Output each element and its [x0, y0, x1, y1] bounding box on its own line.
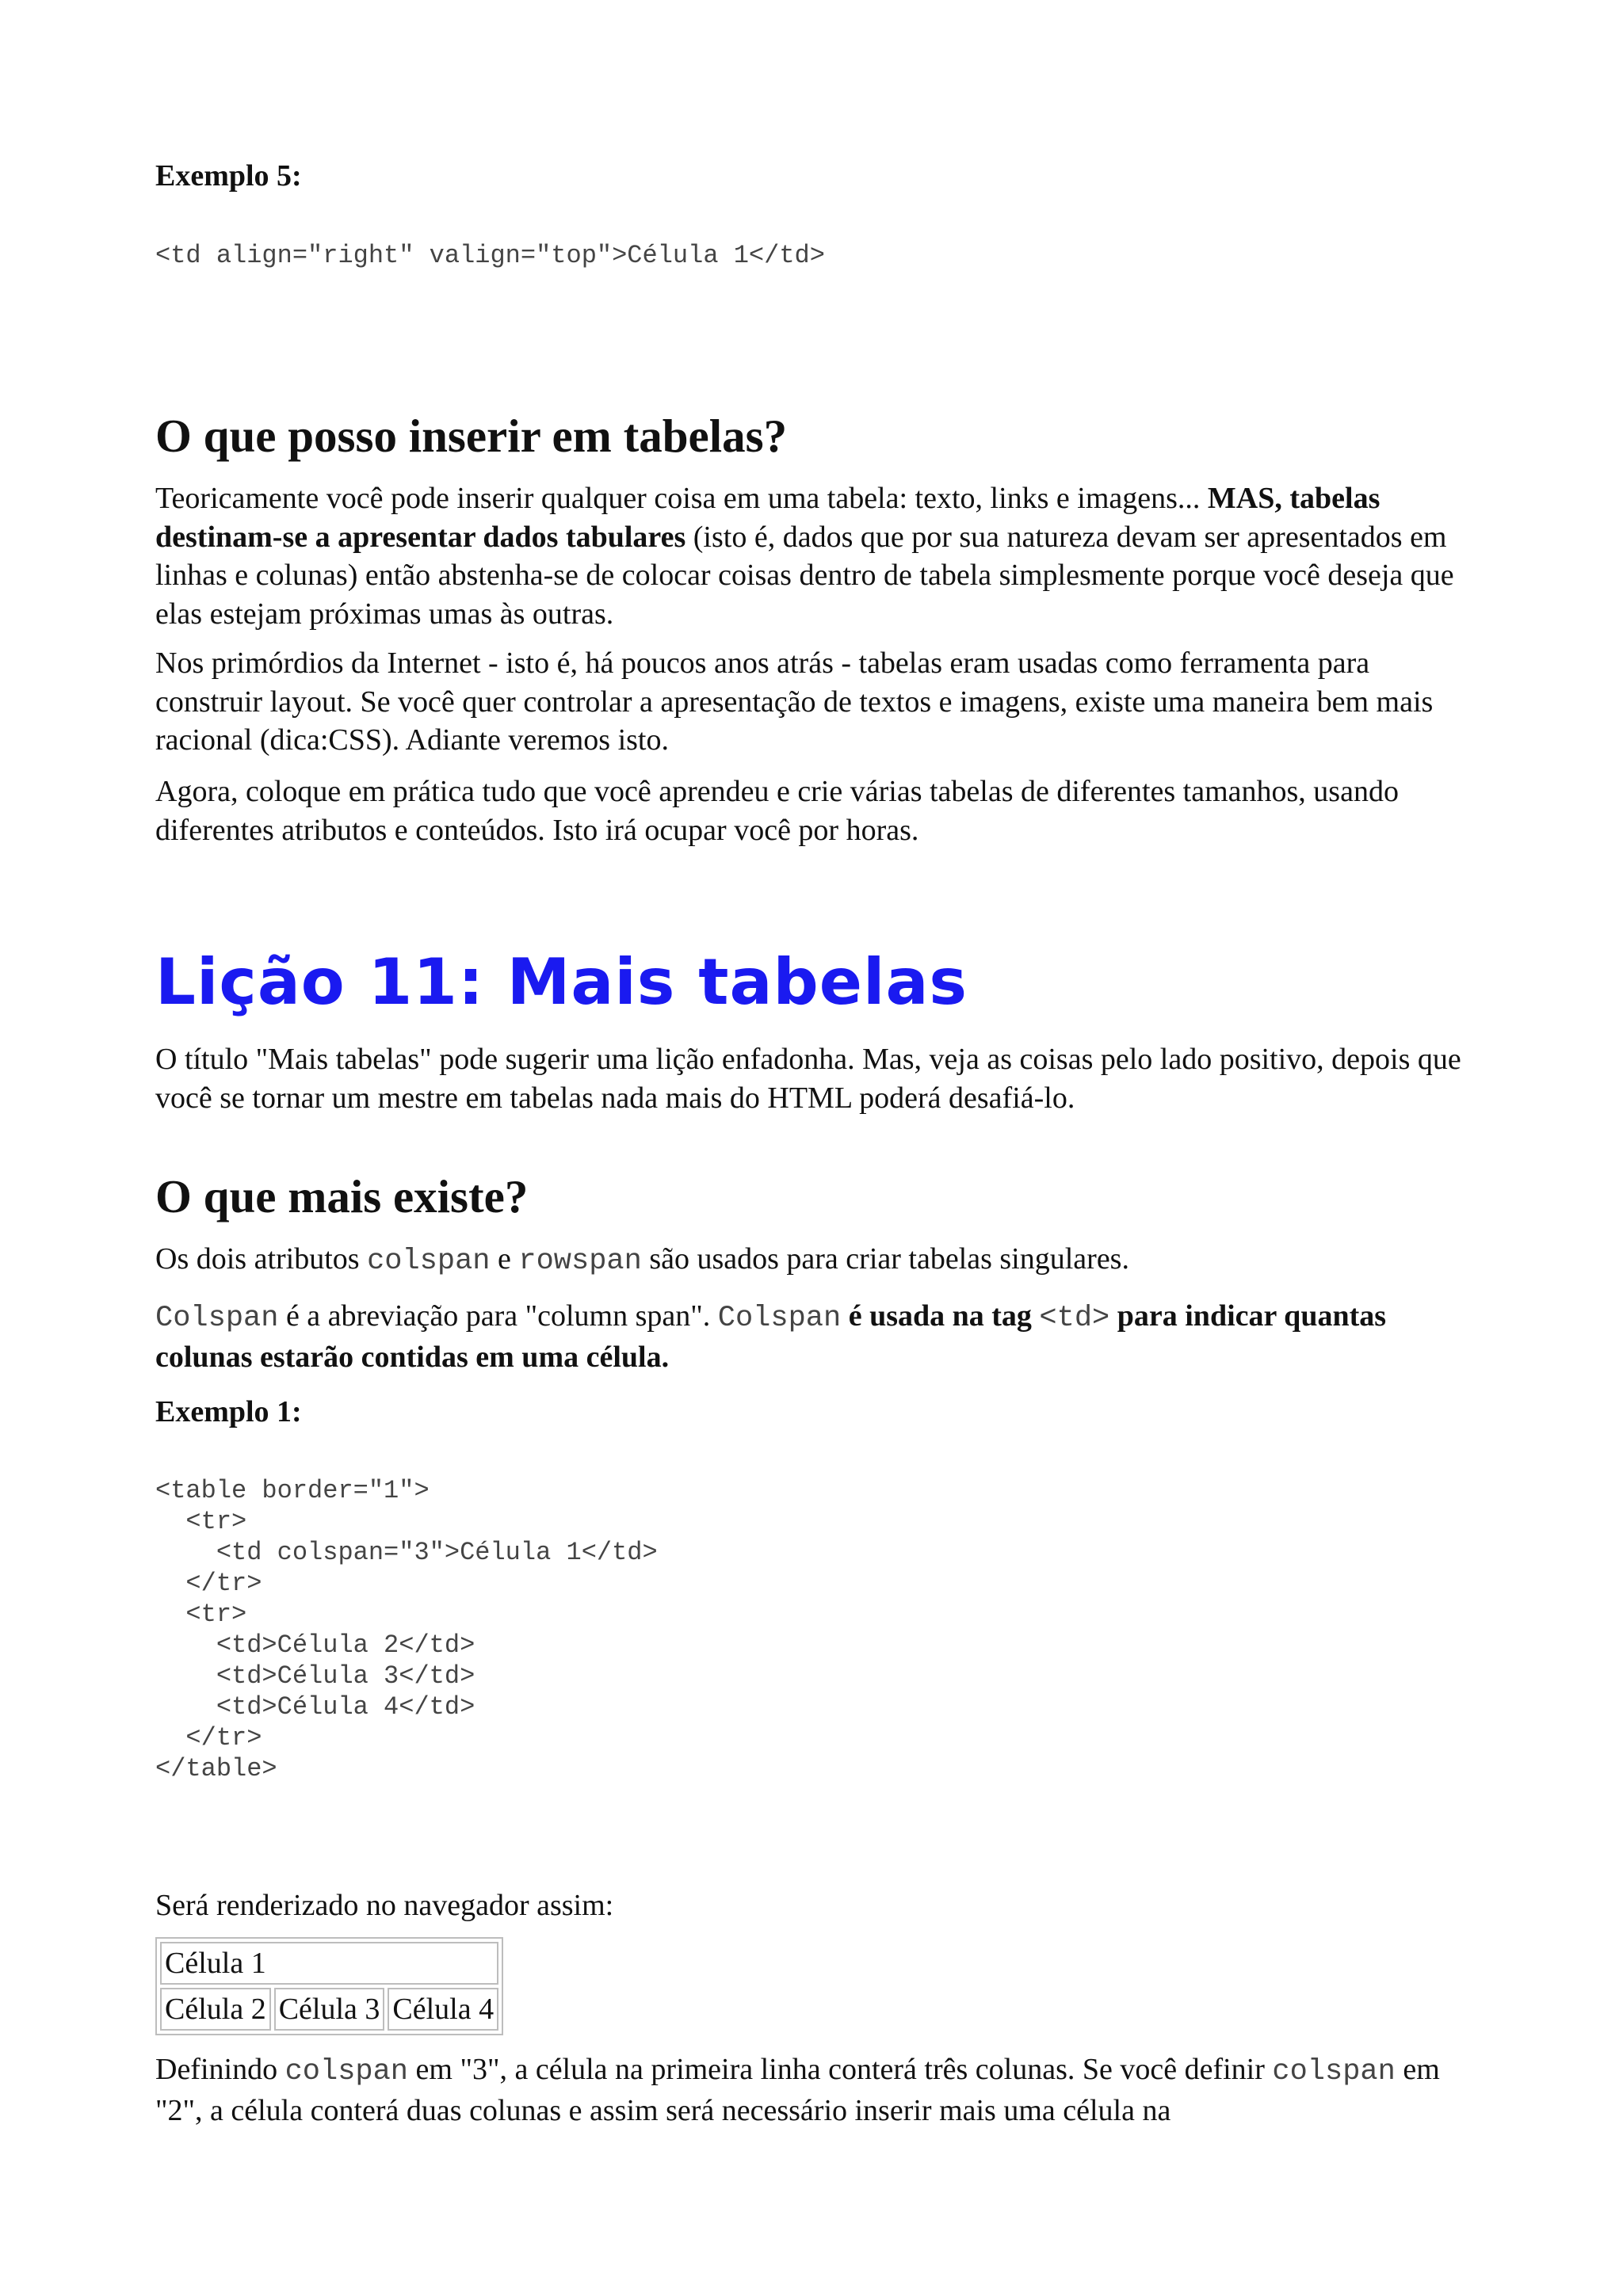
- code-rowspan: rowspan: [518, 1245, 642, 1278]
- demo-table-row-2: [160, 1988, 498, 2031]
- code-line: </table>: [155, 1754, 277, 1783]
- example5-code: <td align="right" valign="top">Célula 1</td>: [155, 241, 825, 270]
- demo-table-cell: Célula 4: [388, 1988, 498, 2031]
- lesson-title: Lição 11: Mais tabelas: [155, 945, 968, 1019]
- demo-table-cell: Célula 2: [160, 1988, 271, 2031]
- paragraph-more-1-text-b: e: [490, 1242, 519, 1276]
- paragraph-closing-text-c: em "2", a célula conterá duas colunas e assim será necessário inserir mais uma célula na: [155, 2053, 1440, 2127]
- section-heading-insert: O que posso inserir em tabelas?: [155, 410, 788, 462]
- section-heading-more: O que mais existe?: [155, 1170, 529, 1222]
- code-td-tag: <td>: [1039, 1302, 1110, 1335]
- code-line: </tr>: [155, 1569, 262, 1598]
- demo-table-cell: Célula 3: [274, 1988, 385, 2031]
- paragraph-insert-1-bold: MAS, tabelas destinam-se a apresentar dados tabulares: [155, 482, 1381, 554]
- code-line: <td colspan="3">Célula 1</td>: [155, 1538, 658, 1567]
- paragraph-more-2-text-a: é a abreviação para "column span".: [278, 1299, 718, 1333]
- code-line: <td>Célula 2</td>: [155, 1630, 475, 1660]
- code-line: <tr>: [155, 1507, 247, 1536]
- demo-table-cell: Célula 1: [160, 1942, 498, 1985]
- paragraph-insert-1: [155, 479, 1471, 633]
- example1-label: Exemplo 1:: [155, 1395, 302, 1428]
- code-line: </tr>: [155, 1723, 262, 1753]
- paragraph-closing-text-a: Definindo: [155, 2053, 285, 2086]
- paragraph-more-1-text-a: Os dois atributos: [155, 1242, 368, 1276]
- paragraph-insert-3: Agora, coloque em prática tudo que você aprendeu e crie várias tabelas de diferentes tamanhos, usando diferentes atributos e conteúdos. Isto irá ocupar você por horas.: [155, 775, 1399, 847]
- example5-label: Exemplo 5:: [155, 159, 302, 193]
- code-line: <td>Célula 4</td>: [155, 1692, 475, 1722]
- paragraph-insert-1-text-a: Teoricamente você pode inserir qualquer coisa em uma tabela: texto, links e imagens...: [155, 482, 1208, 515]
- paragraph-more-2-bold-2: para indicar quantas colunas estarão contidas em uma célula.: [155, 1299, 1387, 1374]
- render-note: Será renderizado no navegador assim:: [155, 1889, 614, 1922]
- paragraph-more-1: [155, 1240, 1471, 1281]
- code-line: <tr>: [155, 1600, 247, 1629]
- code-colspan-1: Colspan: [155, 1302, 279, 1335]
- demo-table: [155, 1937, 503, 2035]
- paragraph-closing-text-b: em "3", a célula na primeira linha conterá três colunas. Se você definir: [408, 2053, 1273, 2086]
- code-line: <td>Célula 3</td>: [155, 1661, 475, 1691]
- code-colspan-2: Colspan: [717, 1302, 842, 1335]
- demo-table-row-1: [160, 1942, 498, 1985]
- code-colspan-3: colspan: [285, 2055, 409, 2088]
- code-colspan: colspan: [367, 1245, 491, 1278]
- code-line: <table border="1">: [155, 1476, 430, 1505]
- paragraph-more-2: [155, 1297, 1471, 1376]
- lesson-intro: O título "Mais tabelas" pode sugerir uma lição enfadonha. Mas, veja as coisas pelo lado positivo, depois que você se tornar um mestre em tabelas nada mais do HTML poderá desafiá-lo.: [155, 1043, 1461, 1115]
- paragraph-insert-1-text-b: (isto é, dados que por sua natureza devam ser apresentados em linhas e colunas) então abstenha-se de colocar coisas dentro de tabela simplesmente porque você deseja que elas estejam próximas umas às outras.: [155, 520, 1454, 631]
- paragraph-closing: [155, 2050, 1471, 2130]
- paragraph-more-1-text-c: são usados para criar tabelas singulares.: [641, 1242, 1129, 1276]
- paragraph-insert-2: Nos primórdios da Internet - isto é, há poucos anos atrás - tabelas eram usadas como ferramenta para construir layout. Se você quer controlar a apresentação de textos e imagens, existe uma maneira bem mais racional (dica:CSS). Adiante veremos isto.: [155, 646, 1434, 757]
- code-colspan-4: colspan: [1272, 2055, 1396, 2088]
- paragraph-more-2-bold-1: é usada na tag: [841, 1299, 1040, 1333]
